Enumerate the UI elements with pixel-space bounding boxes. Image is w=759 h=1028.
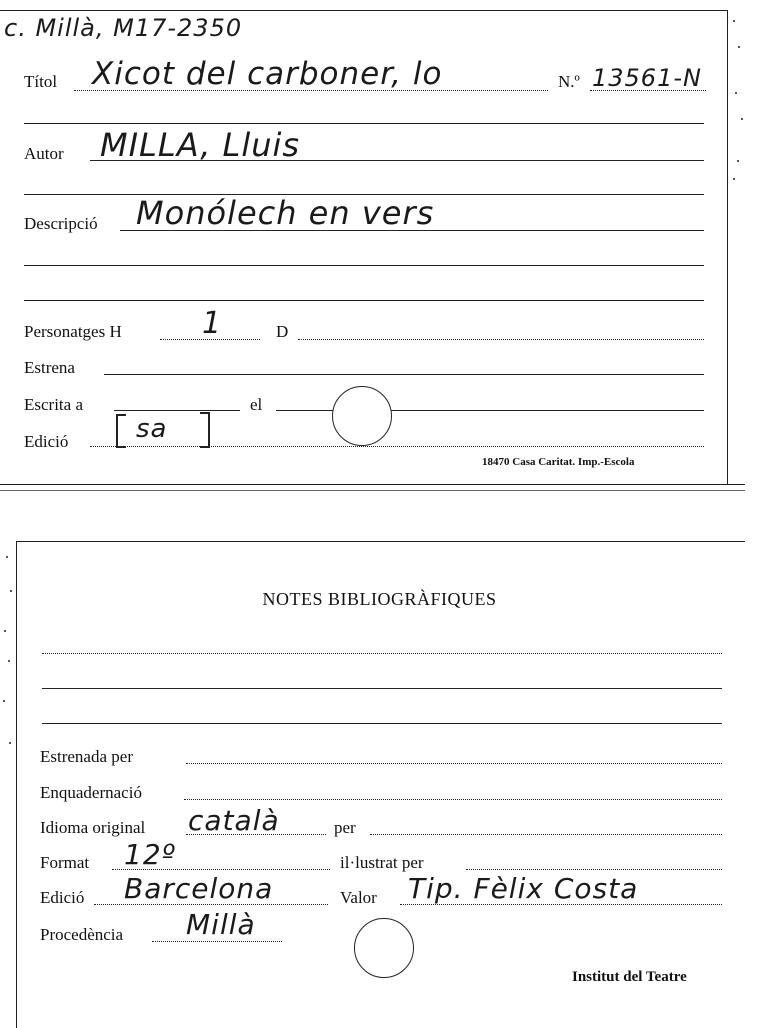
card2-rule [42, 688, 722, 689]
titol-value: Xicot del carboner, lo [92, 56, 443, 92]
edicio-bracket-group [114, 412, 214, 446]
card1-punch-hole [332, 386, 392, 446]
card2-punch-hole [354, 918, 414, 978]
titol-label: Títol [24, 72, 58, 91]
idioma-per-label: per [334, 818, 356, 837]
escrita-line [114, 410, 240, 411]
card1-top-edge [0, 10, 728, 11]
autor-value: MILLA, Lluis [100, 126, 301, 164]
estrenada-label: Estrenada per [40, 747, 133, 766]
autor-label: Autor [24, 144, 64, 163]
card2-rule [42, 723, 722, 724]
numero-value: 13561-N [592, 64, 702, 92]
procedencia-line [152, 941, 282, 942]
format-value: 12º [124, 838, 176, 871]
descripcio-label: Descripció [24, 214, 98, 233]
personatges-h-value: 1 [202, 306, 223, 341]
printer-imprint: 18470 Casa Caritat. Imp.-Escola [482, 456, 635, 468]
enquadernacio-line [184, 799, 722, 800]
idioma-label: Idioma original [40, 818, 146, 837]
card2-edicio-value: Barcelona [124, 872, 274, 905]
idioma-value: català [188, 804, 280, 837]
valor-value: Tip. Fèlix Costa [408, 872, 639, 905]
personatges-d-line [298, 339, 704, 340]
edicio-label: Edició [24, 432, 69, 451]
escrita-label: Escrita a [24, 395, 83, 414]
card2-top-edge [16, 541, 745, 542]
card2-rule [42, 653, 722, 654]
card1-bottom-edge-inner [0, 490, 745, 491]
edicio-value-text: sa [136, 414, 168, 444]
card1-rule [24, 123, 704, 124]
edicio-line [90, 446, 704, 447]
illustrat-line [466, 869, 722, 870]
illustrat-label: il·lustrat per [340, 853, 424, 872]
personatges-d-label: D [276, 322, 289, 341]
valor-label: Valor [340, 888, 377, 907]
idioma-per-line [370, 834, 722, 835]
estrena-line [104, 374, 704, 375]
enquadernacio-label: Enquadernació [40, 783, 142, 802]
card2-left-edge [16, 541, 17, 1028]
format-label: Format [40, 853, 90, 872]
card1-rule [24, 300, 704, 301]
card1-bottom-edge [0, 484, 745, 485]
estrena-label: Estrena [24, 358, 75, 377]
estrenada-line [186, 763, 722, 764]
edicio-bracket-right [200, 412, 210, 448]
procedencia-label: Procedència [40, 925, 124, 944]
descripcio-value: Monólech en vers [136, 194, 435, 232]
institution-name: Institut del Teatre [572, 969, 687, 985]
el-label: el [250, 395, 263, 414]
edicio-bracket-left [116, 414, 126, 448]
numero-label: N.º [558, 72, 580, 91]
personatges-label: Personatges H [24, 322, 122, 341]
card1-right-edge [727, 10, 728, 484]
card1-rule [24, 265, 704, 266]
top-note: c. Millà, M17-2350 [4, 14, 243, 42]
card2-heading: NOTES BIBLIOGRÀFIQUES [262, 589, 497, 609]
procedencia-value: Millà [186, 908, 256, 941]
card2-edicio-label: Edició [40, 888, 85, 907]
